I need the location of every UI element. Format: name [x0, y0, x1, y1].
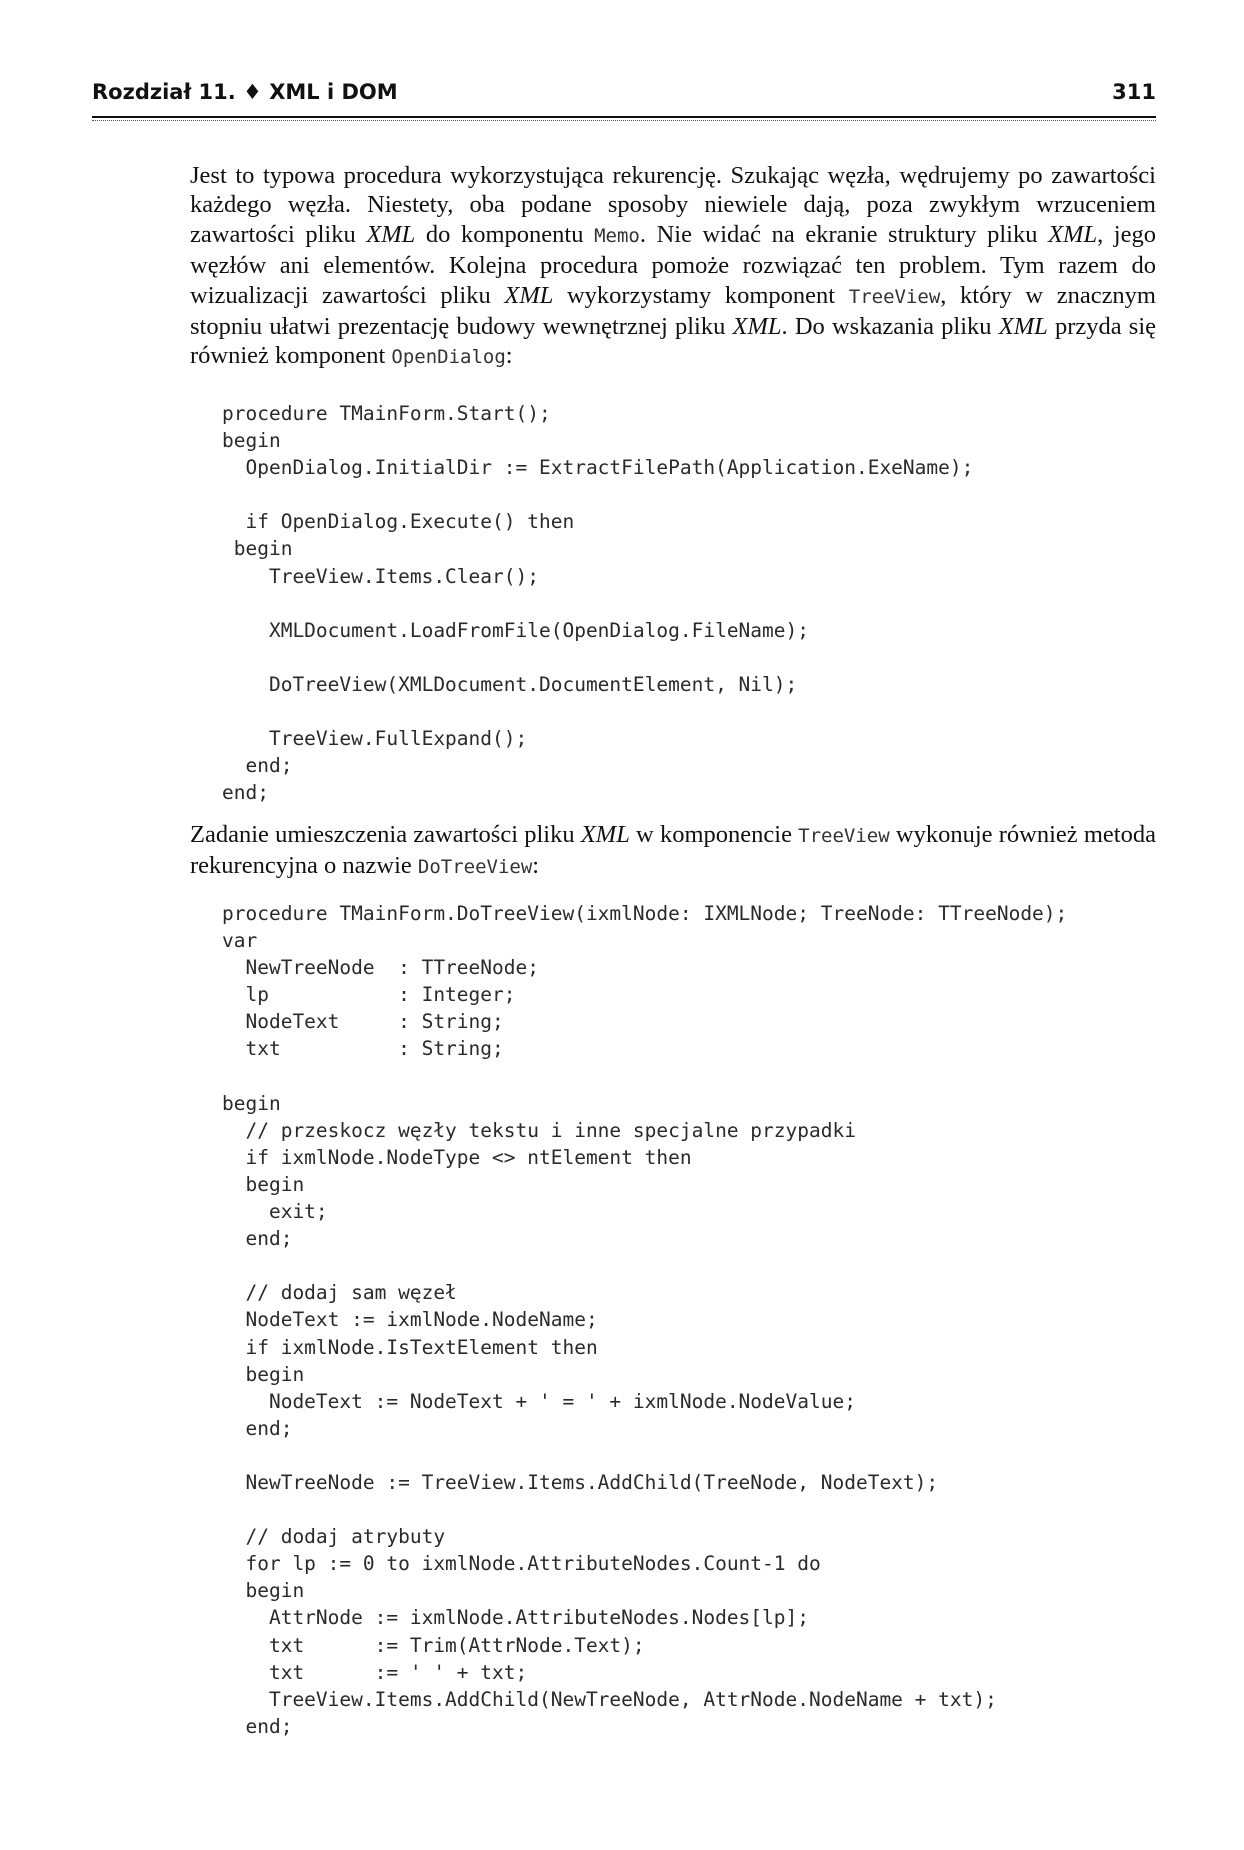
text-run: . Nie widać na ekranie struktury pliku: [639, 220, 1049, 248]
term-xml: XML: [366, 220, 416, 248]
code-line: procedure TMainForm.DoTreeView(ixmlNode: IXMLNode; TreeNode: TTreeNode);: [222, 902, 1068, 925]
code-line: if OpenDialog.Execute() then: [222, 510, 575, 534]
code-line: NewTreeNode := TreeView.Items.AddChild(TreeNode, NodeText);: [222, 1470, 939, 1494]
code-line: TreeView.Items.Clear();: [222, 564, 539, 588]
code-line: NodeText : String;: [222, 1010, 504, 1034]
running-header: [92, 76, 1156, 118]
text-run: Jest to typowa procedura wykorzystująca rekurencję. Szukając węzła, wędrujemy po zawartości każdego węzła. Niestety, oba podane sposoby niewiele dają, poza zwykłym wrzuceniem zawartości pliku: [190, 162, 1156, 248]
code-line: if ixmlNode.NodeType <> ntElement then: [222, 1145, 692, 1169]
code-line: // przeskocz węzły tekstu i inne specjalne przypadki: [222, 1118, 856, 1142]
code-term-treeview: TreeView: [848, 285, 941, 308]
code-line: lp : Integer;: [222, 983, 516, 1007]
text-run: , jego węzłów ani elementów. Kolejna procedura pomoże rozwiązać ten problem. Tym razem do wizualizacji zawartości pliku: [190, 220, 1156, 309]
text-run: . Do wskazania pliku: [781, 313, 999, 341]
text-run: wykorzystamy komponent: [553, 281, 849, 309]
text-run: do komponentu: [415, 220, 595, 248]
term-xml: XML: [998, 313, 1048, 341]
code-term-opendialog: OpenDialog: [391, 346, 506, 369]
paragraph-dotreeview: [190, 820, 1156, 883]
code-line: txt := Trim(AttrNode.Text);: [222, 1633, 645, 1657]
paragraph-intro: [190, 161, 1156, 373]
text-run: przyda się również komponent: [190, 313, 1157, 370]
code-line: begin: [222, 1579, 305, 1603]
code-line: DoTreeView(XMLDocument.DocumentElement, Nil);: [222, 672, 798, 696]
code-line: end;: [222, 1416, 293, 1440]
code-term-memo: Memo: [594, 224, 640, 247]
text-run: , który w znacznym stopniu ułatwi prezentację budowy wewnętrznej pliku: [190, 281, 1156, 341]
code-line: end;: [222, 781, 269, 805]
page-number: 311: [1112, 80, 1156, 104]
code-line: for lp := 0 to ixmlNode.AttributeNodes.Count-1 do: [222, 1552, 821, 1576]
code-line: begin: [222, 537, 293, 561]
code-line: AttrNode := ixmlNode.AttributeNodes.Nodes[lp];: [222, 1606, 809, 1630]
code-listing-start: [222, 400, 973, 806]
code-term-treeview: TreeView: [798, 825, 890, 847]
term-xml: XML: [732, 313, 782, 341]
code-line: NodeText := NodeText + ' = ' + ixmlNode.NodeValue;: [222, 1389, 856, 1413]
code-line: procedure TMainForm.Start();: [222, 402, 551, 425]
code-line: NodeText := ixmlNode.NodeName;: [222, 1308, 598, 1332]
code-line: end;: [222, 1227, 293, 1251]
code-line: end;: [222, 1714, 293, 1738]
code-line: TreeView.Items.AddChild(NewTreeNode, AttrNode.NodeName + txt);: [222, 1687, 997, 1711]
code-line: var: [222, 929, 258, 953]
term-xml: XML: [1048, 220, 1098, 248]
code-line: OpenDialog.InitialDir := ExtractFilePath(Application.ExeName);: [222, 456, 974, 480]
text-run: w komponencie: [629, 821, 799, 848]
code-listing-dotreeview: [222, 900, 1067, 1740]
code-line: begin: [222, 1362, 305, 1386]
code-line: if ixmlNode.IsTextElement then: [222, 1335, 598, 1359]
code-line: txt : String;: [222, 1037, 504, 1061]
text-run: :: [532, 852, 540, 880]
text-run: Zadanie umieszczenia zawartości pliku: [190, 821, 581, 848]
code-line: begin: [222, 1091, 281, 1115]
code-line: TreeView.FullExpand();: [222, 727, 528, 751]
code-line: begin: [222, 429, 281, 453]
code-line: exit;: [222, 1200, 328, 1224]
code-line: // dodaj atrybuty: [222, 1525, 446, 1549]
code-line: end;: [222, 754, 293, 778]
code-line: begin: [222, 1172, 305, 1196]
code-line: NewTreeNode : TTreeNode;: [222, 956, 539, 980]
chapter-title: Rozdział 11. ♦ XML i DOM: [92, 80, 398, 104]
text-run: wykonuje również metoda rekurencyjna o nazwie: [190, 821, 1156, 880]
code-line: txt := ' ' + txt;: [222, 1660, 528, 1684]
code-line: // dodaj sam węzeł: [222, 1281, 457, 1305]
text-run: :: [505, 342, 513, 370]
term-xml: XML: [504, 281, 554, 309]
code-line: XMLDocument.LoadFromFile(OpenDialog.FileName);: [222, 618, 809, 642]
code-term-dotreeview: DoTreeView: [417, 856, 533, 879]
term-xml: XML: [580, 821, 630, 848]
